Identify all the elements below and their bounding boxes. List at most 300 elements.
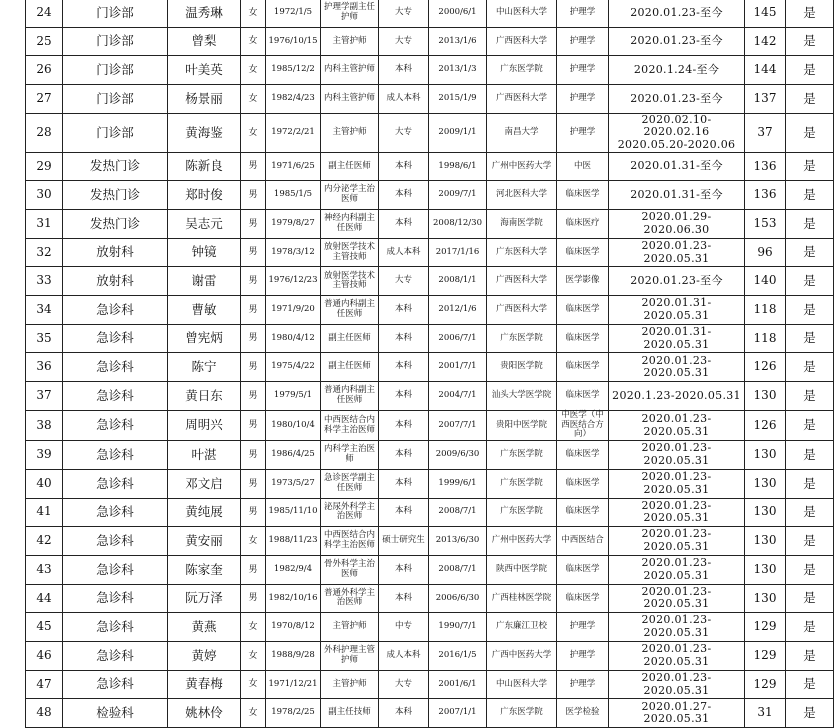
table-row [26,410,834,440]
department-cell: 急诊科 [63,641,168,670]
professional-title-cell: 副主任医师 [321,152,379,181]
professional-title-cell: 护理学副主任护师 [321,0,379,27]
school-cell: 中山医科大学 [487,0,557,27]
department-cell: 急诊科 [63,527,168,556]
education-cell: 大专 [379,113,429,152]
days-count-cell: 126 [745,353,786,382]
graduation-date-cell: 2007/7/1 [429,410,487,440]
days-count-cell: 130 [745,527,786,556]
school-cell: 广东医学院 [487,56,557,85]
school-cell: 贵阳医学院 [487,353,557,382]
staff-name-cell: 阮万泽 [168,584,241,613]
days-count-cell: 37 [745,113,786,152]
school-cell: 广州中医药大学 [487,527,557,556]
staff-name-cell: 黄日东 [168,382,241,411]
education-cell: 本科 [379,324,429,353]
table-row [26,85,834,114]
days-count-cell: 153 [745,210,786,239]
major-cell: 临床医学 [557,353,609,382]
major-cell: 护理学 [557,85,609,114]
professional-title-cell: 主管护师 [321,113,379,152]
staff-table [25,0,834,728]
major-cell: 临床医疗 [557,210,609,239]
row-number-cell: 39 [26,441,63,470]
eligible-flag-cell: 是 [786,181,834,210]
table-row [26,699,834,728]
staff-name-cell: 温秀琳 [168,0,241,27]
education-cell: 本科 [379,210,429,239]
major-cell: 临床医学 [557,181,609,210]
major-cell: 护理学 [557,27,609,56]
school-cell: 广东医学院 [487,469,557,498]
staff-name-cell: 郑时俊 [168,181,241,210]
deployment-period-cell: 2020.01.23-2020.05.31 [609,527,745,556]
days-count-cell: 136 [745,152,786,181]
eligible-flag-cell: 是 [786,555,834,584]
staff-name-cell: 陈宁 [168,353,241,382]
sex-cell: 男 [241,353,266,382]
deployment-period-cell: 2020.01.23-2020.05.31 [609,498,745,527]
sex-cell: 男 [241,382,266,411]
deployment-period-cell: 2020.01.23-2020.05.31 [609,555,745,584]
staff-name-cell: 杨景丽 [168,85,241,114]
birth-date-cell: 1978/2/25 [266,699,321,728]
graduation-date-cell: 2001/7/1 [429,353,487,382]
birth-date-cell: 1988/9/28 [266,641,321,670]
eligible-flag-cell: 是 [786,527,834,556]
table-row [26,296,834,325]
days-count-cell: 126 [745,410,786,440]
staff-name-cell: 周明兴 [168,410,241,440]
department-cell: 门诊部 [63,27,168,56]
sex-cell: 女 [241,113,266,152]
birth-date-cell: 1982/9/4 [266,555,321,584]
row-number-cell: 32 [26,238,63,267]
education-cell: 大专 [379,27,429,56]
days-count-cell: 137 [745,85,786,114]
table-row [26,670,834,699]
graduation-date-cell: 2015/1/9 [429,85,487,114]
days-count-cell: 144 [745,56,786,85]
row-number-cell: 30 [26,181,63,210]
major-cell: 临床医学 [557,382,609,411]
birth-date-cell: 1980/10/4 [266,410,321,440]
school-cell: 广州中医药大学 [487,152,557,181]
deployment-period-cell: 2020.01.23-至今 [609,267,745,296]
major-cell: 医学影像 [557,267,609,296]
table-row [26,113,834,152]
days-count-cell: 129 [745,670,786,699]
staff-name-cell: 黄安丽 [168,527,241,556]
eligible-flag-cell: 是 [786,238,834,267]
row-number-cell: 37 [26,382,63,411]
eligible-flag-cell: 是 [786,296,834,325]
deployment-period-cell: 2020.01.31-至今 [609,152,745,181]
eligible-flag-cell: 是 [786,85,834,114]
sex-cell: 女 [241,0,266,27]
professional-title-cell: 主管护师 [321,27,379,56]
graduation-date-cell: 2004/7/1 [429,382,487,411]
birth-date-cell: 1971/6/25 [266,152,321,181]
staff-name-cell: 黄海鉴 [168,113,241,152]
staff-name-cell: 叶美英 [168,56,241,85]
deployment-period-cell: 2020.01.23-2020.05.31 [609,353,745,382]
staff-name-cell: 陈家奎 [168,555,241,584]
row-number-cell: 45 [26,613,63,642]
deployment-period-cell: 2020.01.23-2020.05.31 [609,613,745,642]
table-row [26,353,834,382]
deployment-period-cell: 2020.01.27-2020.05.31 [609,699,745,728]
department-cell: 发热门诊 [63,152,168,181]
education-cell: 中专 [379,613,429,642]
school-cell: 广东医学院 [487,441,557,470]
graduation-date-cell: 2006/6/30 [429,584,487,613]
deployment-period-cell: 2020.01.23-至今 [609,27,745,56]
major-cell: 临床医学 [557,555,609,584]
row-number-cell: 44 [26,584,63,613]
row-number-cell: 40 [26,469,63,498]
staff-name-cell: 黄纯展 [168,498,241,527]
deployment-period-cell: 2020.01.23-至今 [609,85,745,114]
professional-title-cell: 普通外科学主治医师 [321,584,379,613]
eligible-flag-cell: 是 [786,410,834,440]
deployment-period-cell: 2020.01.23-2020.05.31 [609,238,745,267]
birth-date-cell: 1975/4/22 [266,353,321,382]
professional-title-cell: 副主任医师 [321,353,379,382]
staff-name-cell: 黄婷 [168,641,241,670]
sex-cell: 女 [241,641,266,670]
education-cell: 本科 [379,410,429,440]
eligible-flag-cell: 是 [786,353,834,382]
staff-name-cell: 陈新良 [168,152,241,181]
birth-date-cell: 1982/10/16 [266,584,321,613]
education-cell: 本科 [379,441,429,470]
sex-cell: 男 [241,555,266,584]
deployment-period-cell: 2020.02.10-2020.02.16 2020.05.20-2020.06 [609,113,745,152]
staff-name-cell: 吴志元 [168,210,241,239]
deployment-period-cell: 2020.01.23-2020.05.31 [609,469,745,498]
sex-cell: 女 [241,699,266,728]
graduation-date-cell: 2008/7/1 [429,555,487,584]
graduation-date-cell: 2009/1/1 [429,113,487,152]
sex-cell: 女 [241,56,266,85]
school-cell: 海南医学院 [487,210,557,239]
department-cell: 急诊科 [63,555,168,584]
professional-title-cell: 急诊医学副主任医师 [321,469,379,498]
professional-title-cell: 泌尿外科学主治医师 [321,498,379,527]
department-cell: 放射科 [63,238,168,267]
department-cell: 放射科 [63,267,168,296]
department-cell: 急诊科 [63,670,168,699]
department-cell: 急诊科 [63,410,168,440]
days-count-cell: 31 [745,699,786,728]
table-row [26,527,834,556]
deployment-period-cell: 2020.01.23-2020.05.31 [609,641,745,670]
row-number-cell: 36 [26,353,63,382]
school-cell: 陕西中医学院 [487,555,557,584]
row-number-cell: 47 [26,670,63,699]
eligible-flag-cell: 是 [786,27,834,56]
table-row [26,238,834,267]
row-number-cell: 38 [26,410,63,440]
row-number-cell: 48 [26,699,63,728]
deployment-period-cell: 2020.01.23-2020.05.31 [609,584,745,613]
major-cell: 临床医学 [557,441,609,470]
department-cell: 急诊科 [63,382,168,411]
graduation-date-cell: 2008/1/1 [429,267,487,296]
major-cell: 护理学 [557,613,609,642]
days-count-cell: 142 [745,27,786,56]
school-cell: 汕头大学医学院 [487,382,557,411]
staff-table-body [26,0,834,728]
days-count-cell: 140 [745,267,786,296]
school-cell: 南昌大学 [487,113,557,152]
table-row [26,181,834,210]
school-cell: 广东医学院 [487,498,557,527]
sex-cell: 女 [241,670,266,699]
education-cell: 大专 [379,0,429,27]
graduation-date-cell: 2013/1/3 [429,56,487,85]
graduation-date-cell: 2009/6/30 [429,441,487,470]
major-cell: 中医学（中西医结合方向） [557,410,609,440]
education-cell: 本科 [379,152,429,181]
professional-title-cell: 神经内科副主任医师 [321,210,379,239]
days-count-cell: 96 [745,238,786,267]
sex-cell: 男 [241,410,266,440]
education-cell: 成人本科 [379,641,429,670]
sex-cell: 男 [241,267,266,296]
row-number-cell: 42 [26,527,63,556]
sex-cell: 男 [241,324,266,353]
birth-date-cell: 1979/5/1 [266,382,321,411]
row-number-cell: 33 [26,267,63,296]
education-cell: 本科 [379,555,429,584]
department-cell: 急诊科 [63,324,168,353]
sex-cell: 男 [241,210,266,239]
professional-title-cell: 骨外科学主治医师 [321,555,379,584]
days-count-cell: 130 [745,382,786,411]
table-row [26,469,834,498]
days-count-cell: 130 [745,584,786,613]
school-cell: 广东医科大学 [487,238,557,267]
major-cell: 临床医学 [557,584,609,613]
eligible-flag-cell: 是 [786,113,834,152]
professional-title-cell: 内科学主治医师 [321,441,379,470]
professional-title-cell: 副主任医师 [321,324,379,353]
department-cell: 检验科 [63,699,168,728]
days-count-cell: 130 [745,498,786,527]
eligible-flag-cell: 是 [786,324,834,353]
eligible-flag-cell: 是 [786,699,834,728]
education-cell: 本科 [379,296,429,325]
education-cell: 本科 [379,382,429,411]
graduation-date-cell: 2013/1/6 [429,27,487,56]
school-cell: 广西中医药大学 [487,641,557,670]
professional-title-cell: 内分泌学主治医师 [321,181,379,210]
education-cell: 本科 [379,181,429,210]
days-count-cell: 129 [745,641,786,670]
education-cell: 成人本科 [379,85,429,114]
education-cell: 本科 [379,469,429,498]
deployment-period-cell: 2020.01.23-2020.05.31 [609,670,745,699]
birth-date-cell: 1988/11/23 [266,527,321,556]
table-row [26,555,834,584]
graduation-date-cell: 2001/6/1 [429,670,487,699]
graduation-date-cell: 2013/6/30 [429,527,487,556]
staff-name-cell: 邓文启 [168,469,241,498]
eligible-flag-cell: 是 [786,613,834,642]
education-cell: 本科 [379,699,429,728]
department-cell: 急诊科 [63,296,168,325]
birth-date-cell: 1985/1/5 [266,181,321,210]
sex-cell: 男 [241,238,266,267]
sex-cell: 女 [241,527,266,556]
education-cell: 大专 [379,267,429,296]
department-cell: 急诊科 [63,498,168,527]
education-cell: 大专 [379,670,429,699]
sex-cell: 男 [241,584,266,613]
school-cell: 广东医学院 [487,699,557,728]
sex-cell: 女 [241,613,266,642]
major-cell: 临床医学 [557,324,609,353]
professional-title-cell: 主管护师 [321,670,379,699]
department-cell: 急诊科 [63,469,168,498]
row-number-cell: 26 [26,56,63,85]
birth-date-cell: 1980/4/12 [266,324,321,353]
staff-name-cell: 黄春梅 [168,670,241,699]
school-cell: 广西医科大学 [487,85,557,114]
eligible-flag-cell: 是 [786,210,834,239]
eligible-flag-cell: 是 [786,152,834,181]
table-row [26,56,834,85]
eligible-flag-cell: 是 [786,498,834,527]
professional-title-cell: 副主任技师 [321,699,379,728]
table-row [26,210,834,239]
education-cell: 成人本科 [379,238,429,267]
professional-title-cell: 放射医学技术主管技师 [321,267,379,296]
department-cell: 发热门诊 [63,210,168,239]
deployment-period-cell: 2020.01.31-2020.05.31 [609,324,745,353]
staff-name-cell: 曾宪炳 [168,324,241,353]
table-row [26,324,834,353]
table-row [26,441,834,470]
sex-cell: 女 [241,27,266,56]
graduation-date-cell: 2000/6/1 [429,0,487,27]
school-cell: 贵阳中医学院 [487,410,557,440]
major-cell: 护理学 [557,641,609,670]
staff-name-cell: 谢雷 [168,267,241,296]
major-cell: 临床医学 [557,238,609,267]
professional-title-cell: 中西医结合内科学主治医师 [321,410,379,440]
deployment-period-cell: 2020.01.31-2020.05.31 [609,296,745,325]
staff-name-cell: 姚林伶 [168,699,241,728]
department-cell: 门诊部 [63,56,168,85]
birth-date-cell: 1970/8/12 [266,613,321,642]
deployment-period-cell: 2020.01.23-2020.05.31 [609,410,745,440]
major-cell: 中西医结合 [557,527,609,556]
education-cell: 本科 [379,498,429,527]
row-number-cell: 25 [26,27,63,56]
birth-date-cell: 1985/11/10 [266,498,321,527]
department-cell: 急诊科 [63,584,168,613]
school-cell: 广西医科大学 [487,27,557,56]
birth-date-cell: 1971/12/21 [266,670,321,699]
deployment-period-cell: 2020.1.24-至今 [609,56,745,85]
days-count-cell: 118 [745,296,786,325]
department-cell: 门诊部 [63,0,168,27]
eligible-flag-cell: 是 [786,670,834,699]
school-cell: 广西医科大学 [487,296,557,325]
staff-name-cell: 黄燕 [168,613,241,642]
row-number-cell: 29 [26,152,63,181]
row-number-cell: 43 [26,555,63,584]
staff-name-cell: 曾梨 [168,27,241,56]
eligible-flag-cell: 是 [786,56,834,85]
graduation-date-cell: 2007/1/1 [429,699,487,728]
sex-cell: 男 [241,296,266,325]
professional-title-cell: 内科主管护师 [321,85,379,114]
row-number-cell: 41 [26,498,63,527]
row-number-cell: 28 [26,113,63,152]
graduation-date-cell: 1998/6/1 [429,152,487,181]
table-row [26,382,834,411]
major-cell: 临床医学 [557,469,609,498]
table-row [26,27,834,56]
school-cell: 广西桂林医学院 [487,584,557,613]
major-cell: 临床医学 [557,296,609,325]
school-cell: 广东廉江卫校 [487,613,557,642]
days-count-cell: 136 [745,181,786,210]
staff-name-cell: 叶湛 [168,441,241,470]
major-cell: 护理学 [557,56,609,85]
professional-title-cell: 中西医结合内科学主治医师 [321,527,379,556]
graduation-date-cell: 2017/1/16 [429,238,487,267]
graduation-date-cell: 2012/1/6 [429,296,487,325]
education-cell: 本科 [379,353,429,382]
graduation-date-cell: 1999/6/1 [429,469,487,498]
professional-title-cell: 普通内科副主任医师 [321,296,379,325]
birth-date-cell: 1982/4/23 [266,85,321,114]
table-row [26,584,834,613]
graduation-date-cell: 2016/1/5 [429,641,487,670]
deployment-period-cell: 2020.01.23-2020.05.31 [609,441,745,470]
row-number-cell: 34 [26,296,63,325]
days-count-cell: 118 [745,324,786,353]
school-cell: 广东医学院 [487,324,557,353]
birth-date-cell: 1986/4/25 [266,441,321,470]
department-cell: 急诊科 [63,353,168,382]
sex-cell: 男 [241,441,266,470]
major-cell: 护理学 [557,0,609,27]
birth-date-cell: 1985/12/2 [266,56,321,85]
eligible-flag-cell: 是 [786,382,834,411]
birth-date-cell: 1976/10/15 [266,27,321,56]
school-cell: 广西医科大学 [487,267,557,296]
days-count-cell: 130 [745,469,786,498]
sex-cell: 男 [241,152,266,181]
education-cell: 本科 [379,584,429,613]
major-cell: 临床医学 [557,498,609,527]
table-row [26,267,834,296]
deployment-period-cell: 2020.01.31-至今 [609,181,745,210]
graduation-date-cell: 2006/7/1 [429,324,487,353]
graduation-date-cell: 1990/7/1 [429,613,487,642]
department-cell: 急诊科 [63,613,168,642]
sex-cell: 男 [241,469,266,498]
birth-date-cell: 1973/5/27 [266,469,321,498]
row-number-cell: 24 [26,0,63,27]
professional-title-cell: 内科主管护师 [321,56,379,85]
